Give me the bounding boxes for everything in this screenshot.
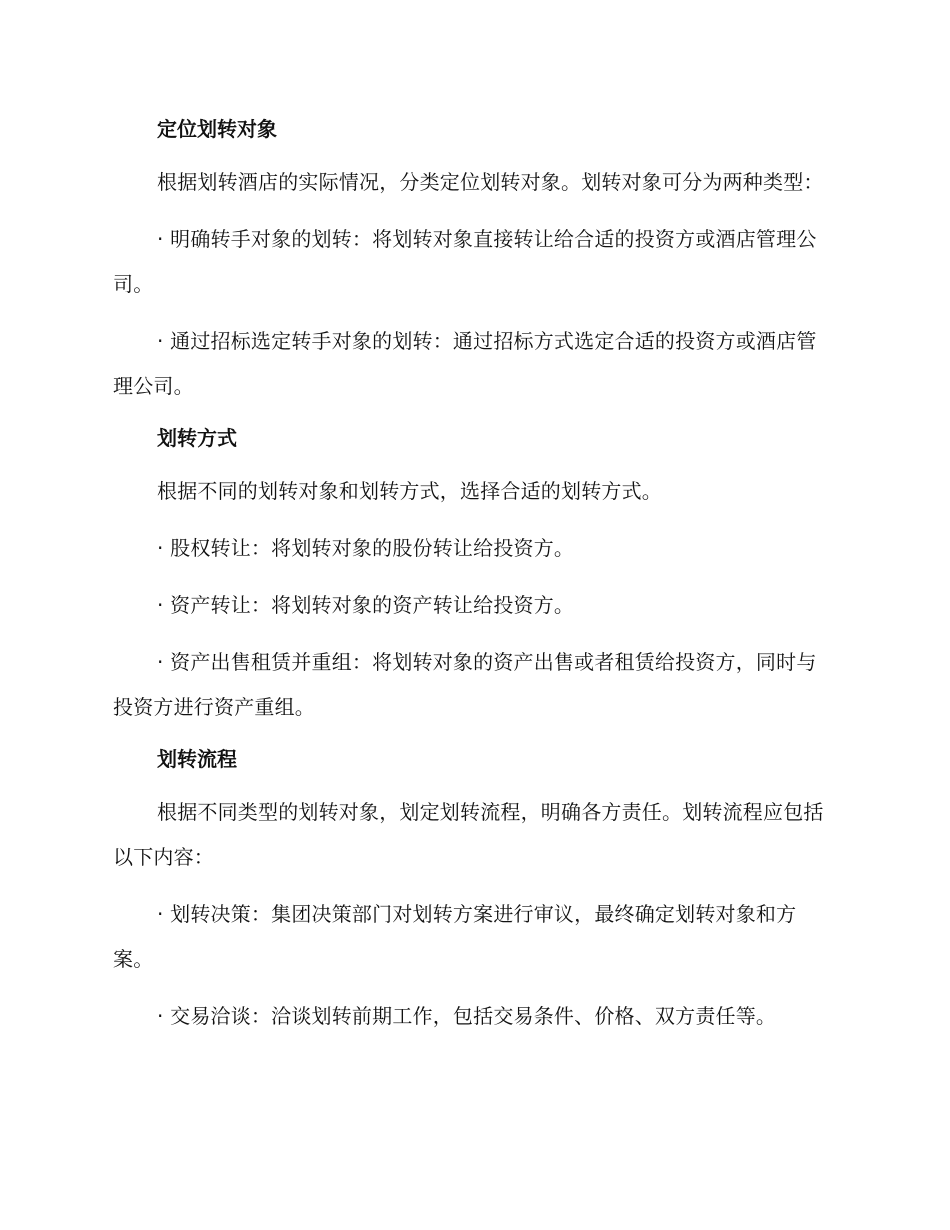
document-page bbox=[113, 112, 835, 1039]
paragraph-target-intro: 根据划转酒店的实际情况，分类定位划转对象。划转对象可分为两种类型： bbox=[157, 170, 824, 194]
section-heading-target: 定位划转对象 bbox=[157, 117, 277, 141]
list-item-direct-transfer: · 明确转手对象的划转：将划转对象直接转让给合适的投资方或酒店管理公司。 bbox=[113, 227, 817, 296]
list-item-decision: · 划转决策：集团决策部门对划转方案进行审议，最终确定划转对象和方案。 bbox=[113, 902, 797, 971]
section-heading-method: 划转方式 bbox=[157, 426, 237, 450]
section-heading-process: 划转流程 bbox=[157, 747, 237, 771]
list-item-tender-transfer: · 通过招标选定转手对象的划转：通过招标方式选定合适的投资方或酒店管理公司。 bbox=[113, 329, 817, 398]
list-item-asset-restructure: · 资产出售租赁并重组：将划转对象的资产出售或者租赁给投资方，同时与投资方进行资产重组。 bbox=[113, 650, 817, 719]
list-item-equity-transfer: · 股权转让：将划转对象的股份转让给投资方。 bbox=[157, 536, 575, 560]
paragraph-method-intro: 根据不同的划转对象和划转方式，选择合适的划转方式。 bbox=[157, 479, 662, 503]
paragraph-process-intro: 根据不同类型的划转对象，划定划转流程，明确各方责任。划转流程应包括以下内容： bbox=[113, 800, 824, 869]
list-item-asset-transfer: · 资产转让：将划转对象的资产转让给投资方。 bbox=[157, 593, 575, 617]
list-item-negotiation: · 交易洽谈：洽谈划转前期工作，包括交易条件、价格、双方责任等。 bbox=[157, 1004, 777, 1028]
